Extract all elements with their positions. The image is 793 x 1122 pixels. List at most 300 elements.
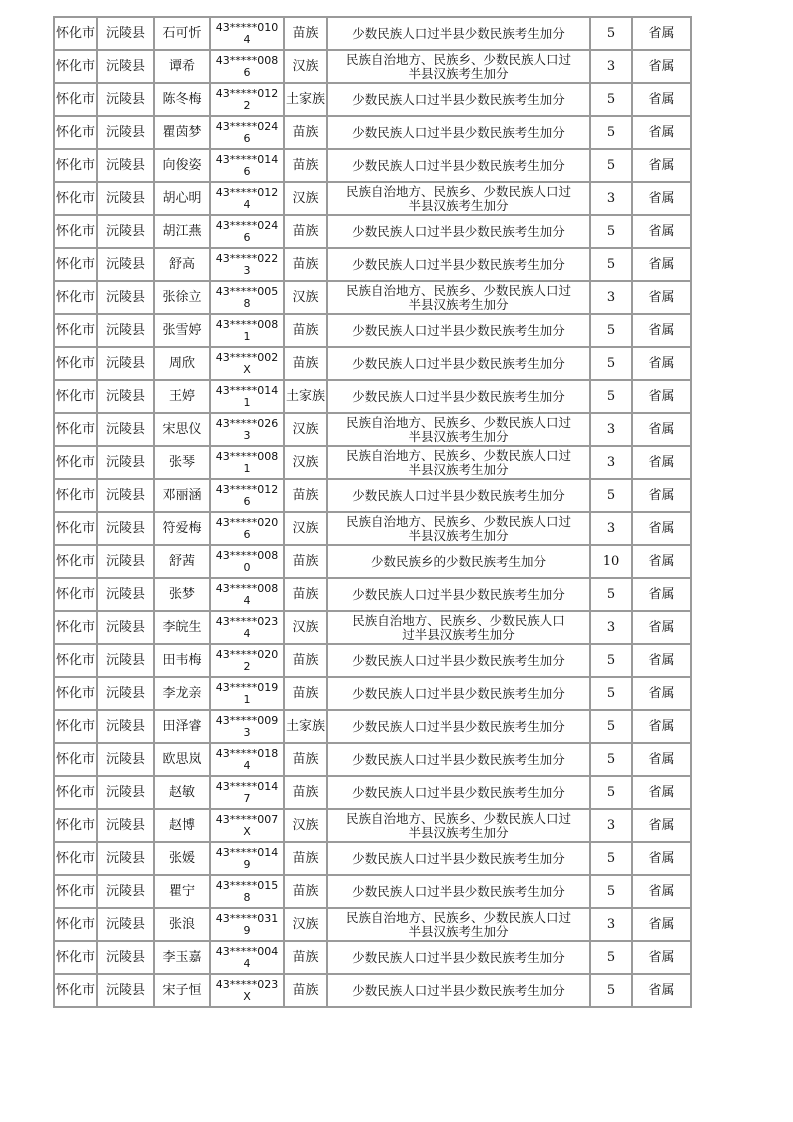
id-number-cell [210, 17, 284, 50]
level-cell: 省属 [632, 116, 691, 149]
table-row [54, 776, 691, 809]
id-number-line: 43*****004 [215, 944, 279, 958]
county-cell: 沅陵县 [97, 842, 154, 875]
name-cell: 瞿宁 [154, 875, 210, 908]
bonus-item-line: 半县汉族考生加分 [408, 527, 509, 543]
ethnicity-cell: 汉族 [284, 281, 327, 314]
name-cell: 胡江燕 [154, 215, 210, 248]
name-cell: 瞿茵梦 [154, 116, 210, 149]
name-cell: 李皖生 [154, 611, 210, 644]
id-number-line: 2 [243, 659, 251, 673]
ethnicity-cell: 汉族 [284, 512, 327, 545]
id-number-line: 43*****012 [215, 86, 279, 100]
county-cell: 沅陵县 [97, 248, 154, 281]
table-row [54, 50, 691, 83]
level-cell: 省属 [632, 17, 691, 50]
level-cell: 省属 [632, 446, 691, 479]
table-row [54, 611, 691, 644]
level-cell: 省属 [632, 149, 691, 182]
level-cell: 省属 [632, 677, 691, 710]
id-number-cell [210, 677, 284, 710]
level-cell: 省属 [632, 182, 691, 215]
city-cell: 怀化市 [54, 83, 97, 116]
id-number-cell [210, 545, 284, 578]
table-row [54, 875, 691, 908]
name-cell: 赵敏 [154, 776, 210, 809]
bonus-points-cell: 5 [590, 974, 632, 1007]
name-cell: 张雪婷 [154, 314, 210, 347]
county-cell: 沅陵县 [97, 677, 154, 710]
id-number-line: 6 [243, 131, 251, 145]
id-number-cell [210, 116, 284, 149]
id-number-cell [210, 314, 284, 347]
id-number-line: 4 [243, 197, 251, 211]
id-number-line: 4 [243, 758, 251, 772]
id-number-line: 2 [243, 98, 251, 112]
level-cell: 省属 [632, 413, 691, 446]
ethnicity-cell: 苗族 [284, 479, 327, 512]
id-number-cell [210, 446, 284, 479]
ethnicity-cell: 汉族 [284, 446, 327, 479]
id-number-line: 43*****022 [215, 251, 279, 265]
id-number-line: 43*****008 [215, 548, 279, 562]
bonus-item-line: 民族自治地方、民族乡、少数民族人口过 [345, 414, 571, 430]
city-cell: 怀化市 [54, 644, 97, 677]
bonus-item-line: 民族自治地方、民族乡、少数民族人口过 [345, 810, 571, 826]
bonus-item-cell [327, 215, 590, 248]
bonus-points-cell: 5 [590, 677, 632, 710]
city-cell: 怀化市 [54, 116, 97, 149]
bonus-item-line: 民族自治地方、民族乡、少数民族人口过 [345, 513, 571, 529]
ethnicity-cell: 苗族 [284, 743, 327, 776]
bonus-item-cell [327, 50, 590, 83]
table-row [54, 578, 691, 611]
city-cell: 怀化市 [54, 842, 97, 875]
bonus-points-cell: 5 [590, 248, 632, 281]
ethnicity-cell: 苗族 [284, 941, 327, 974]
bonus-item-cell [327, 776, 590, 809]
id-number-line: 43*****008 [215, 449, 279, 463]
ethnicity-cell: 苗族 [284, 974, 327, 1007]
name-cell: 向俊姿 [154, 149, 210, 182]
bonus-item-line: 民族自治地方、民族乡、少数民族人口 [352, 612, 565, 628]
id-number-line: 43*****019 [215, 680, 279, 694]
id-number-cell [210, 710, 284, 743]
name-cell: 舒高 [154, 248, 210, 281]
name-cell: 欧思岚 [154, 743, 210, 776]
ethnicity-cell: 苗族 [284, 545, 327, 578]
bonus-points-cell: 5 [590, 83, 632, 116]
name-cell: 符爱梅 [154, 512, 210, 545]
table-row [54, 215, 691, 248]
bonus-item-line: 半县汉族考生加分 [408, 923, 509, 939]
ethnicity-cell: 土家族 [284, 710, 327, 743]
county-cell: 沅陵县 [97, 974, 154, 1007]
name-cell: 张徐立 [154, 281, 210, 314]
ethnicity-cell: 土家族 [284, 83, 327, 116]
id-number-line: 9 [243, 857, 251, 871]
city-cell: 怀化市 [54, 149, 97, 182]
ethnicity-cell: 土家族 [284, 380, 327, 413]
county-cell: 沅陵县 [97, 545, 154, 578]
city-cell: 怀化市 [54, 314, 97, 347]
table-row [54, 809, 691, 842]
bonus-points-cell: 3 [590, 446, 632, 479]
bonus-item-line: 少数民族人口过半县少数民族考生加分 [352, 652, 565, 668]
table-row [54, 842, 691, 875]
id-number-line: 43*****014 [215, 152, 279, 166]
bonus-item-cell [327, 479, 590, 512]
id-number-cell [210, 941, 284, 974]
table-row [54, 347, 691, 380]
county-cell: 沅陵县 [97, 347, 154, 380]
county-cell: 沅陵县 [97, 875, 154, 908]
name-cell: 谭希 [154, 50, 210, 83]
bonus-item-cell [327, 182, 590, 215]
name-cell: 宋子恒 [154, 974, 210, 1007]
table-row [54, 446, 691, 479]
bonus-item-cell [327, 116, 590, 149]
bonus-points-cell: 5 [590, 380, 632, 413]
id-number-line: 4 [243, 626, 251, 640]
city-cell: 怀化市 [54, 182, 97, 215]
bonus-points-cell: 3 [590, 611, 632, 644]
county-cell: 沅陵县 [97, 413, 154, 446]
id-number-cell [210, 215, 284, 248]
bonus-item-line: 少数民族人口过半县少数民族考生加分 [352, 784, 565, 800]
bonus-item-line: 少数民族人口过半县少数民族考生加分 [352, 322, 565, 338]
id-number-line: 4 [243, 32, 251, 46]
bonus-item-line: 少数民族人口过半县少数民族考生加分 [352, 718, 565, 734]
table-row [54, 248, 691, 281]
table-row [54, 149, 691, 182]
id-number-line: 0 [243, 560, 251, 574]
id-number-line: 43*****007 [215, 812, 279, 826]
bonus-item-cell [327, 347, 590, 380]
county-cell: 沅陵县 [97, 908, 154, 941]
county-cell: 沅陵县 [97, 281, 154, 314]
table-row [54, 413, 691, 446]
bonus-item-cell [327, 677, 590, 710]
level-cell: 省属 [632, 710, 691, 743]
county-cell: 沅陵县 [97, 611, 154, 644]
id-number-cell [210, 776, 284, 809]
level-cell: 省属 [632, 842, 691, 875]
bonus-points-cell: 3 [590, 413, 632, 446]
name-cell: 陈冬梅 [154, 83, 210, 116]
table-row [54, 182, 691, 215]
bonus-points-cell: 5 [590, 149, 632, 182]
bonus-points-cell: 5 [590, 941, 632, 974]
county-cell: 沅陵县 [97, 512, 154, 545]
id-number-line: 3 [243, 263, 251, 277]
bonus-points-cell: 5 [590, 479, 632, 512]
id-number-line: 43*****023 [215, 977, 279, 991]
id-number-line: 8 [243, 296, 251, 310]
id-number-line: 43*****024 [215, 218, 279, 232]
bonus-points-cell: 5 [590, 17, 632, 50]
table-row [54, 677, 691, 710]
city-cell: 怀化市 [54, 413, 97, 446]
id-number-line: 43*****026 [215, 416, 279, 430]
id-number-cell [210, 875, 284, 908]
ethnicity-cell: 汉族 [284, 413, 327, 446]
level-cell: 省属 [632, 908, 691, 941]
bonus-item-cell [327, 413, 590, 446]
id-number-line: 43*****024 [215, 119, 279, 133]
county-cell: 沅陵县 [97, 446, 154, 479]
id-number-line: 6 [243, 164, 251, 178]
table-row [54, 644, 691, 677]
city-cell: 怀化市 [54, 512, 97, 545]
city-cell: 怀化市 [54, 17, 97, 50]
level-cell: 省属 [632, 248, 691, 281]
id-number-line: 43*****008 [215, 53, 279, 67]
ethnicity-cell: 苗族 [284, 149, 327, 182]
bonus-item-cell [327, 512, 590, 545]
id-number-line: 3 [243, 725, 251, 739]
bonus-item-line: 半县汉族考生加分 [408, 197, 509, 213]
name-cell: 张媛 [154, 842, 210, 875]
ethnicity-cell: 汉族 [284, 611, 327, 644]
id-number-cell [210, 644, 284, 677]
name-cell: 李玉嘉 [154, 941, 210, 974]
city-cell: 怀化市 [54, 710, 97, 743]
id-number-cell [210, 908, 284, 941]
id-number-cell [210, 611, 284, 644]
bonus-item-line: 少数民族乡的少数民族考生加分 [370, 553, 546, 569]
bonus-item-cell [327, 545, 590, 578]
bonus-item-cell [327, 875, 590, 908]
id-number-cell [210, 578, 284, 611]
city-cell: 怀化市 [54, 809, 97, 842]
city-cell: 怀化市 [54, 281, 97, 314]
level-cell: 省属 [632, 941, 691, 974]
id-number-line: 6 [243, 494, 251, 508]
bonus-item-line: 少数民族人口过半县少数民族考生加分 [352, 124, 565, 140]
county-cell: 沅陵县 [97, 380, 154, 413]
id-number-line: 1 [243, 395, 251, 409]
bonus-item-line: 民族自治地方、民族乡、少数民族人口过 [345, 51, 571, 67]
table-row [54, 545, 691, 578]
id-number-line: 6 [243, 230, 251, 244]
ethnicity-cell: 苗族 [284, 875, 327, 908]
bonus-points-cell: 5 [590, 314, 632, 347]
level-cell: 省属 [632, 347, 691, 380]
id-number-line: 7 [243, 791, 251, 805]
id-number-line: X [243, 362, 251, 376]
city-cell: 怀化市 [54, 446, 97, 479]
bonus-item-line: 民族自治地方、民族乡、少数民族人口过 [345, 282, 571, 298]
bonus-points-cell: 3 [590, 182, 632, 215]
ethnicity-cell: 苗族 [284, 248, 327, 281]
city-cell: 怀化市 [54, 875, 97, 908]
id-number-line: 43*****020 [215, 647, 279, 661]
table-row [54, 116, 691, 149]
county-cell: 沅陵县 [97, 215, 154, 248]
id-number-line: 3 [243, 428, 251, 442]
bonus-points-cell: 3 [590, 50, 632, 83]
city-cell: 怀化市 [54, 50, 97, 83]
bonus-item-line: 半县汉族考生加分 [408, 296, 509, 312]
id-number-line: 1 [243, 461, 251, 475]
bonus-item-line: 少数民族人口过半县少数民族考生加分 [352, 91, 565, 107]
bonus-points-cell: 5 [590, 776, 632, 809]
id-number-line: 43*****010 [215, 20, 279, 34]
bonus-item-cell [327, 710, 590, 743]
bonus-item-line: 半县汉族考生加分 [408, 428, 509, 444]
bonus-item-cell [327, 941, 590, 974]
id-number-line: 8 [243, 890, 251, 904]
bonus-item-line: 少数民族人口过半县少数民族考生加分 [352, 850, 565, 866]
id-number-cell [210, 50, 284, 83]
id-number-line: 43*****012 [215, 185, 279, 199]
name-cell: 张梦 [154, 578, 210, 611]
bonus-item-line: 少数民族人口过半县少数民族考生加分 [352, 586, 565, 602]
level-cell: 省属 [632, 281, 691, 314]
county-cell: 沅陵县 [97, 578, 154, 611]
id-number-line: 1 [243, 329, 251, 343]
ethnicity-cell: 汉族 [284, 182, 327, 215]
county-cell: 沅陵县 [97, 776, 154, 809]
name-cell: 田韦梅 [154, 644, 210, 677]
level-cell: 省属 [632, 974, 691, 1007]
level-cell: 省属 [632, 314, 691, 347]
ethnicity-cell: 苗族 [284, 578, 327, 611]
id-number-cell [210, 281, 284, 314]
id-number-cell [210, 149, 284, 182]
table-body [54, 17, 691, 1007]
city-cell: 怀化市 [54, 611, 97, 644]
id-number-line: 43*****014 [215, 779, 279, 793]
city-cell: 怀化市 [54, 974, 97, 1007]
ethnicity-cell: 汉族 [284, 50, 327, 83]
name-cell: 胡心明 [154, 182, 210, 215]
bonus-item-line: 少数民族人口过半县少数民族考生加分 [352, 388, 565, 404]
id-number-cell [210, 809, 284, 842]
name-cell: 周欣 [154, 347, 210, 380]
id-number-line: 43*****031 [215, 911, 279, 925]
ethnicity-cell: 汉族 [284, 908, 327, 941]
name-cell: 舒茜 [154, 545, 210, 578]
bonus-points-cell: 3 [590, 809, 632, 842]
bonus-points-list-page [53, 16, 690, 1008]
id-number-cell [210, 842, 284, 875]
id-number-line: 43*****008 [215, 581, 279, 595]
bonus-item-cell [327, 83, 590, 116]
id-number-cell [210, 743, 284, 776]
level-cell: 省属 [632, 809, 691, 842]
bonus-points-cell: 5 [590, 743, 632, 776]
level-cell: 省属 [632, 875, 691, 908]
county-cell: 沅陵县 [97, 809, 154, 842]
id-number-cell [210, 413, 284, 446]
id-number-line: 43*****008 [215, 317, 279, 331]
city-cell: 怀化市 [54, 776, 97, 809]
ethnicity-cell: 苗族 [284, 677, 327, 710]
name-cell: 石可忻 [154, 17, 210, 50]
id-number-cell [210, 479, 284, 512]
bonus-points-cell: 3 [590, 908, 632, 941]
id-number-cell [210, 974, 284, 1007]
bonus-points-cell: 3 [590, 512, 632, 545]
county-cell: 沅陵县 [97, 710, 154, 743]
ethnicity-cell: 苗族 [284, 116, 327, 149]
id-number-line: 43*****014 [215, 383, 279, 397]
name-cell: 邓丽涵 [154, 479, 210, 512]
id-number-line: 43*****009 [215, 713, 279, 727]
bonus-item-cell [327, 578, 590, 611]
bonus-item-line: 少数民族人口过半县少数民族考生加分 [352, 223, 565, 239]
id-number-cell [210, 512, 284, 545]
bonus-item-cell [327, 248, 590, 281]
table-row [54, 941, 691, 974]
city-cell: 怀化市 [54, 380, 97, 413]
bonus-item-cell [327, 281, 590, 314]
id-number-line: 6 [243, 65, 251, 79]
id-number-line: 4 [243, 956, 251, 970]
level-cell: 省属 [632, 479, 691, 512]
id-number-cell [210, 347, 284, 380]
level-cell: 省属 [632, 512, 691, 545]
level-cell: 省属 [632, 644, 691, 677]
id-number-cell [210, 380, 284, 413]
id-number-line: 43*****012 [215, 482, 279, 496]
bonus-item-line: 民族自治地方、民族乡、少数民族人口过 [345, 909, 571, 925]
county-cell: 沅陵县 [97, 83, 154, 116]
table-row [54, 743, 691, 776]
id-number-cell [210, 182, 284, 215]
bonus-item-line: 半县汉族考生加分 [408, 824, 509, 840]
ethnicity-cell: 苗族 [284, 215, 327, 248]
id-number-line: 9 [243, 923, 251, 937]
bonus-item-cell [327, 908, 590, 941]
id-number-line: 4 [243, 593, 251, 607]
table-row [54, 908, 691, 941]
bonus-item-cell [327, 842, 590, 875]
table-row [54, 974, 691, 1007]
bonus-item-line: 少数民族人口过半县少数民族考生加分 [352, 982, 565, 998]
city-cell: 怀化市 [54, 677, 97, 710]
bonus-points-cell: 5 [590, 116, 632, 149]
id-number-line: 43*****023 [215, 614, 279, 628]
id-number-cell [210, 83, 284, 116]
bonus-points-cell: 10 [590, 545, 632, 578]
table-row [54, 281, 691, 314]
name-cell: 赵博 [154, 809, 210, 842]
city-cell: 怀化市 [54, 248, 97, 281]
level-cell: 省属 [632, 83, 691, 116]
table-row [54, 314, 691, 347]
level-cell: 省属 [632, 50, 691, 83]
level-cell: 省属 [632, 776, 691, 809]
bonus-item-cell [327, 644, 590, 677]
bonus-item-line: 半县汉族考生加分 [408, 65, 509, 81]
bonus-points-cell: 5 [590, 644, 632, 677]
level-cell: 省属 [632, 578, 691, 611]
bonus-points-cell: 3 [590, 281, 632, 314]
bonus-item-cell [327, 380, 590, 413]
bonus-points-cell: 5 [590, 842, 632, 875]
name-cell: 王婷 [154, 380, 210, 413]
city-cell: 怀化市 [54, 215, 97, 248]
bonus-item-line: 少数民族人口过半县少数民族考生加分 [352, 25, 565, 41]
ethnicity-cell: 汉族 [284, 809, 327, 842]
bonus-points-cell: 5 [590, 710, 632, 743]
bonus-item-cell [327, 446, 590, 479]
id-number-line: 43*****002 [215, 350, 279, 364]
level-cell: 省属 [632, 611, 691, 644]
